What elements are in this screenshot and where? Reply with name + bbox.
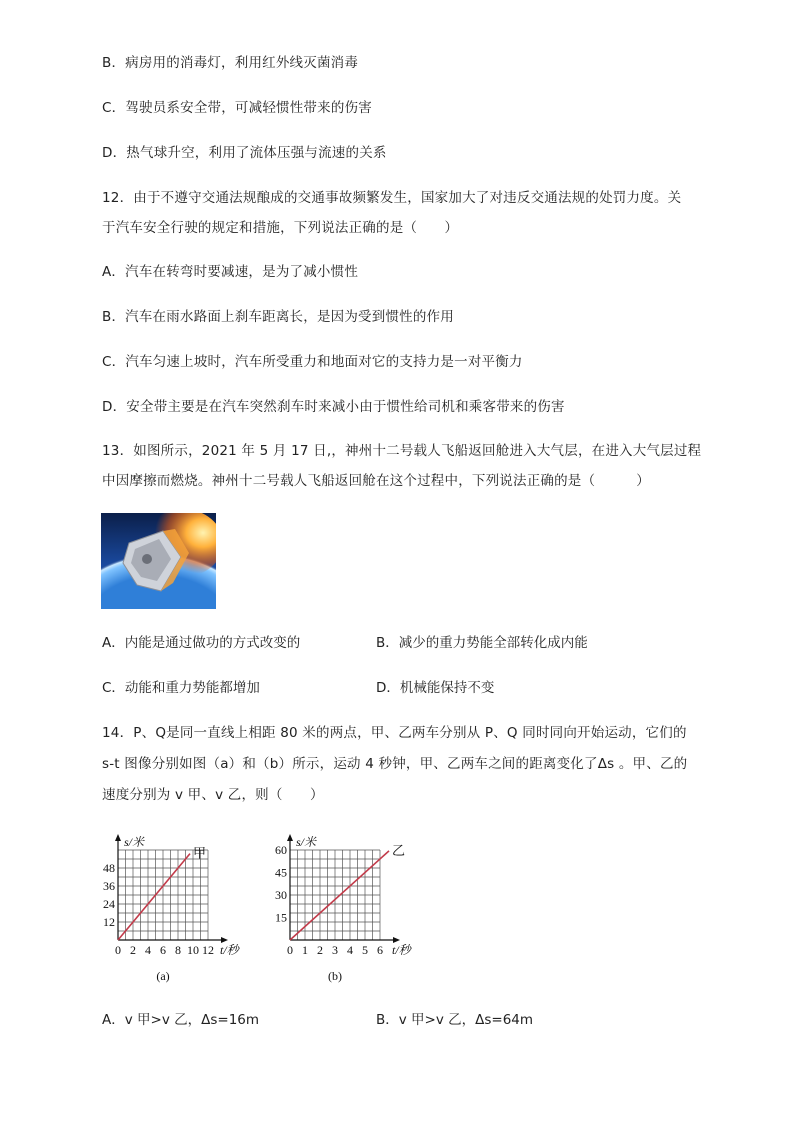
- q12-option-c: C．汽车匀速上坡时，汽车所受重力和地面对它的支持力是一对平衡力: [102, 354, 523, 370]
- y-tick-label: 15: [275, 910, 287, 925]
- q12-option-a: A．汽车在转弯时要减速，是为了减小惯性: [102, 264, 359, 280]
- x-tick-label: 2: [130, 943, 136, 957]
- x-tick-label: 2: [317, 943, 323, 957]
- x-axis-label: t/秒: [220, 943, 239, 957]
- y-tick-label: 45: [275, 865, 287, 880]
- q14-stem-line2: s-t 图像分别如图（a）和（b）所示，运动 4 秒钟，甲、乙两车之间的距离变化了Δs 。甲、乙的: [102, 756, 688, 772]
- x-tick-label: 5: [362, 943, 368, 957]
- x-tick-label: 6: [160, 943, 166, 957]
- x-axis-label: t/秒: [392, 943, 411, 957]
- q14-stem-line3: 速度分别为 v 甲、v 乙，则（ ）: [102, 787, 324, 803]
- y-tick-label: 30: [275, 888, 287, 902]
- chart-a: [96, 822, 268, 990]
- q11-option-d: D．热气球升空，利用了流体压强与流速的关系: [102, 145, 387, 161]
- y-axis-label: s/米: [124, 835, 145, 849]
- series-name-label: 乙: [392, 842, 406, 858]
- q13-option-a: A．内能是通过做功的方式改变的: [102, 635, 301, 651]
- x-tick-label: 1: [302, 943, 308, 957]
- x-tick-label: 4: [347, 943, 353, 957]
- x-tick-label: 8: [175, 943, 181, 957]
- q14-stem-line1: 14．P、Q是同一直线上相距 80 米的两点，甲、乙两车分别从 P、Q 同时同向开始运动，它们的: [102, 725, 687, 741]
- q12-option-b: B．汽车在雨水路面上刹车距离长，是因为受到惯性的作用: [102, 309, 454, 325]
- y-tick-label: 24: [103, 897, 115, 911]
- chart-caption: (b): [328, 969, 342, 983]
- x-tick-label: 4: [145, 943, 151, 957]
- series-name-label: 甲: [193, 845, 207, 861]
- q12-stem-line1: 12．由于不遵守交通法规酿成的交通事故频繁发生，国家加大了对违反交通法规的处罚力度。关: [102, 190, 682, 206]
- q13-option-c: C．动能和重力势能都增加: [102, 680, 260, 696]
- x-tick-label: 3: [332, 943, 338, 957]
- q13-stem-line1: 13．如图所示，2021 年 5 月 17 日,，神州十二号载人飞船返回舱进入大气层，在进入大气层过程: [102, 443, 702, 459]
- q12-option-d: D．安全带主要是在汽车突然刹车时来减小由于惯性给司机和乘客带来的伤害: [102, 399, 565, 415]
- x-tick-label: 0: [115, 943, 121, 957]
- q11-option-c: C．驾驶员系安全带，可减轻惯性带来的伤害: [102, 100, 372, 116]
- x-tick-label: 0: [287, 943, 293, 957]
- series-line: [118, 854, 190, 940]
- q11-option-b: B．病房用的消毒灯，利用红外线灭菌消毒: [102, 55, 359, 71]
- y-tick-label: 48: [103, 861, 115, 875]
- x-tick-label: 10: [187, 943, 199, 957]
- chart-b: [268, 822, 440, 990]
- chart-caption: (a): [156, 969, 170, 983]
- q13-stem-line2: 中因摩擦而燃烧。神州十二号载人飞船返回舱在这个过程中，下列说法正确的是（ ）: [102, 473, 650, 489]
- y-tick-label: 60: [275, 843, 287, 857]
- spacecraft-reentry-photo: [101, 513, 216, 609]
- q13-option-b: B．减少的重力势能全部转化成内能: [376, 635, 588, 651]
- y-axis-label: s/米: [296, 835, 317, 849]
- q12-stem-line2: 于汽车安全行驶的规定和措施，下列说法正确的是（ ）: [102, 220, 459, 236]
- x-tick-label: 6: [377, 943, 383, 957]
- y-axis-arrow: [287, 834, 293, 841]
- y-tick-label: 36: [103, 879, 115, 893]
- y-axis-arrow: [115, 834, 121, 841]
- y-tick-label: 12: [103, 915, 115, 929]
- q14-option-a: A．v 甲>v 乙，Δs=16m: [102, 1012, 260, 1028]
- x-tick-label: 12: [202, 943, 214, 957]
- q13-option-d: D．机械能保持不变: [376, 680, 495, 696]
- q14-option-b: B．v 甲>v 乙，Δs=64m: [376, 1012, 534, 1028]
